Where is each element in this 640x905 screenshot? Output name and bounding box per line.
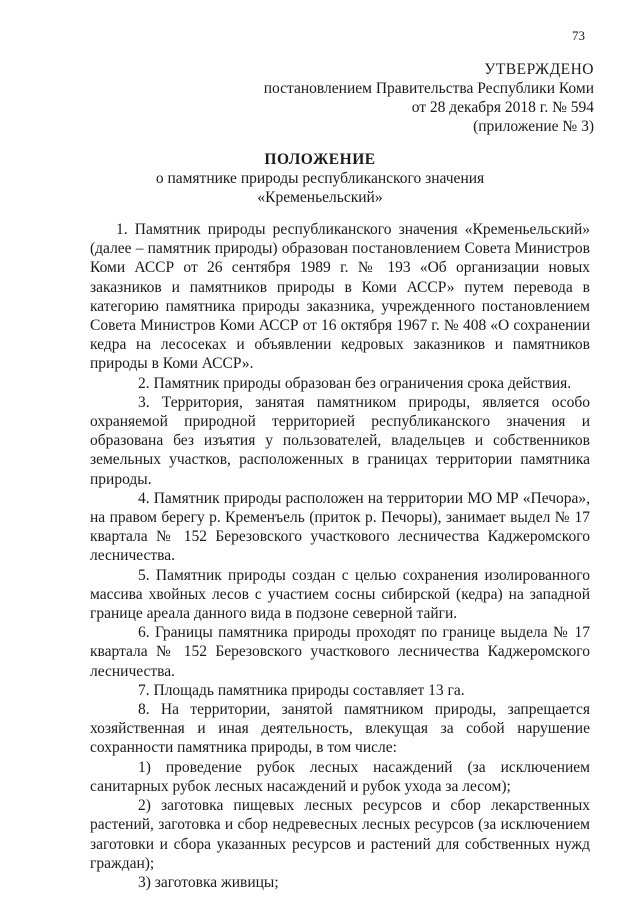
paragraph-7: 7. Площадь памятника природы составляет 13 га. bbox=[138, 681, 465, 699]
approval-heading: УТВЕРЖДЕНО bbox=[484, 61, 594, 78]
page-number: 73 bbox=[572, 28, 585, 43]
paragraph-6: 6. Границы памятника природы проходят по границе выдела № 17 квартала № 152 Березовского участкового лесничества Каджеромского лесничества. bbox=[90, 624, 590, 680]
subparagraph-8-1: 1) проведение рубок лесных насаждений (за исключением санитарных рубок лесных насаждений и рубок ухода за лесом); bbox=[90, 758, 590, 795]
paragraph-2: 2. Памятник природы образован без ограничения срока действия. bbox=[138, 374, 572, 392]
document-title-block bbox=[0, 150, 640, 207]
approval-line-3: (приложение № 3) bbox=[473, 118, 594, 135]
document-subtitle-2: «Кременьельский» bbox=[257, 189, 383, 206]
subparagraph-8-3: 3) заготовка живицы; bbox=[138, 873, 279, 891]
document-body bbox=[90, 220, 590, 892]
paragraph-8: 8. На территории, занятой памятником природы, запрещается хозяйственная и иная деятельность, влекущая за собой нарушение сохранности памятника природы, в том числе: bbox=[90, 701, 590, 757]
document-title: ПОЛОЖЕНИЕ bbox=[264, 151, 376, 168]
approval-stamp bbox=[264, 60, 594, 136]
subparagraph-8-2: 2) заготовка пищевых лесных ресурсов и сбор лекарственных растений, заготовка и сбор недревесных лесных ресурсов (за исключением заготовки и сбора указанных ресурсов и растений для собственных нужд граждан); bbox=[90, 797, 590, 872]
paragraph-3: 3. Территория, занятая памятником природы, является особо охраняемой природной территорией республиканского значения и образована без изъятия у пользователей, владельцев и собственников земельных участков, расположенных в границах территории памятника природы. bbox=[90, 393, 590, 488]
approval-line-2: от 28 декабря 2018 г. № 594 bbox=[411, 99, 594, 116]
paragraph-1: 1. Памятник природы республиканского значения «Кременьельский» (далее – памятник природы) образован постановлением Совета Министров Коми АССР от 26 сентября 1989 г. № 193 «Об организации новых заказников и памятников природы в Коми АССР» путем перевода в категорию памятника природы заказника, учрежденного постановлением Совета Министров Коми АССР от 16 октября 1967 г. № 408 «О сохранении кедра на лесосеках и объявлении кедровых заказников и памятников природы в Коми АССР». bbox=[90, 221, 590, 373]
paragraph-5: 5. Памятник природы создан с целью сохранения изолированного массива хвойных лесов с участием сосны сибирской (кедра) на западной границе ареала данного вида в подзоне северной тайги. bbox=[90, 566, 590, 623]
approval-line-1: постановлением Правительства Республики Коми bbox=[263, 80, 594, 97]
document-subtitle-1: о памятнике природы республиканского значения bbox=[155, 170, 485, 187]
paragraph-4: 4. Памятник природы расположен на территории МО МР «Печора», на правом берегу р. Кременъель (приток р. Печоры), занимает выдел № 17 квартала № 152 Березовского участкового лесничества Каджеромского лесничества. bbox=[90, 489, 590, 565]
